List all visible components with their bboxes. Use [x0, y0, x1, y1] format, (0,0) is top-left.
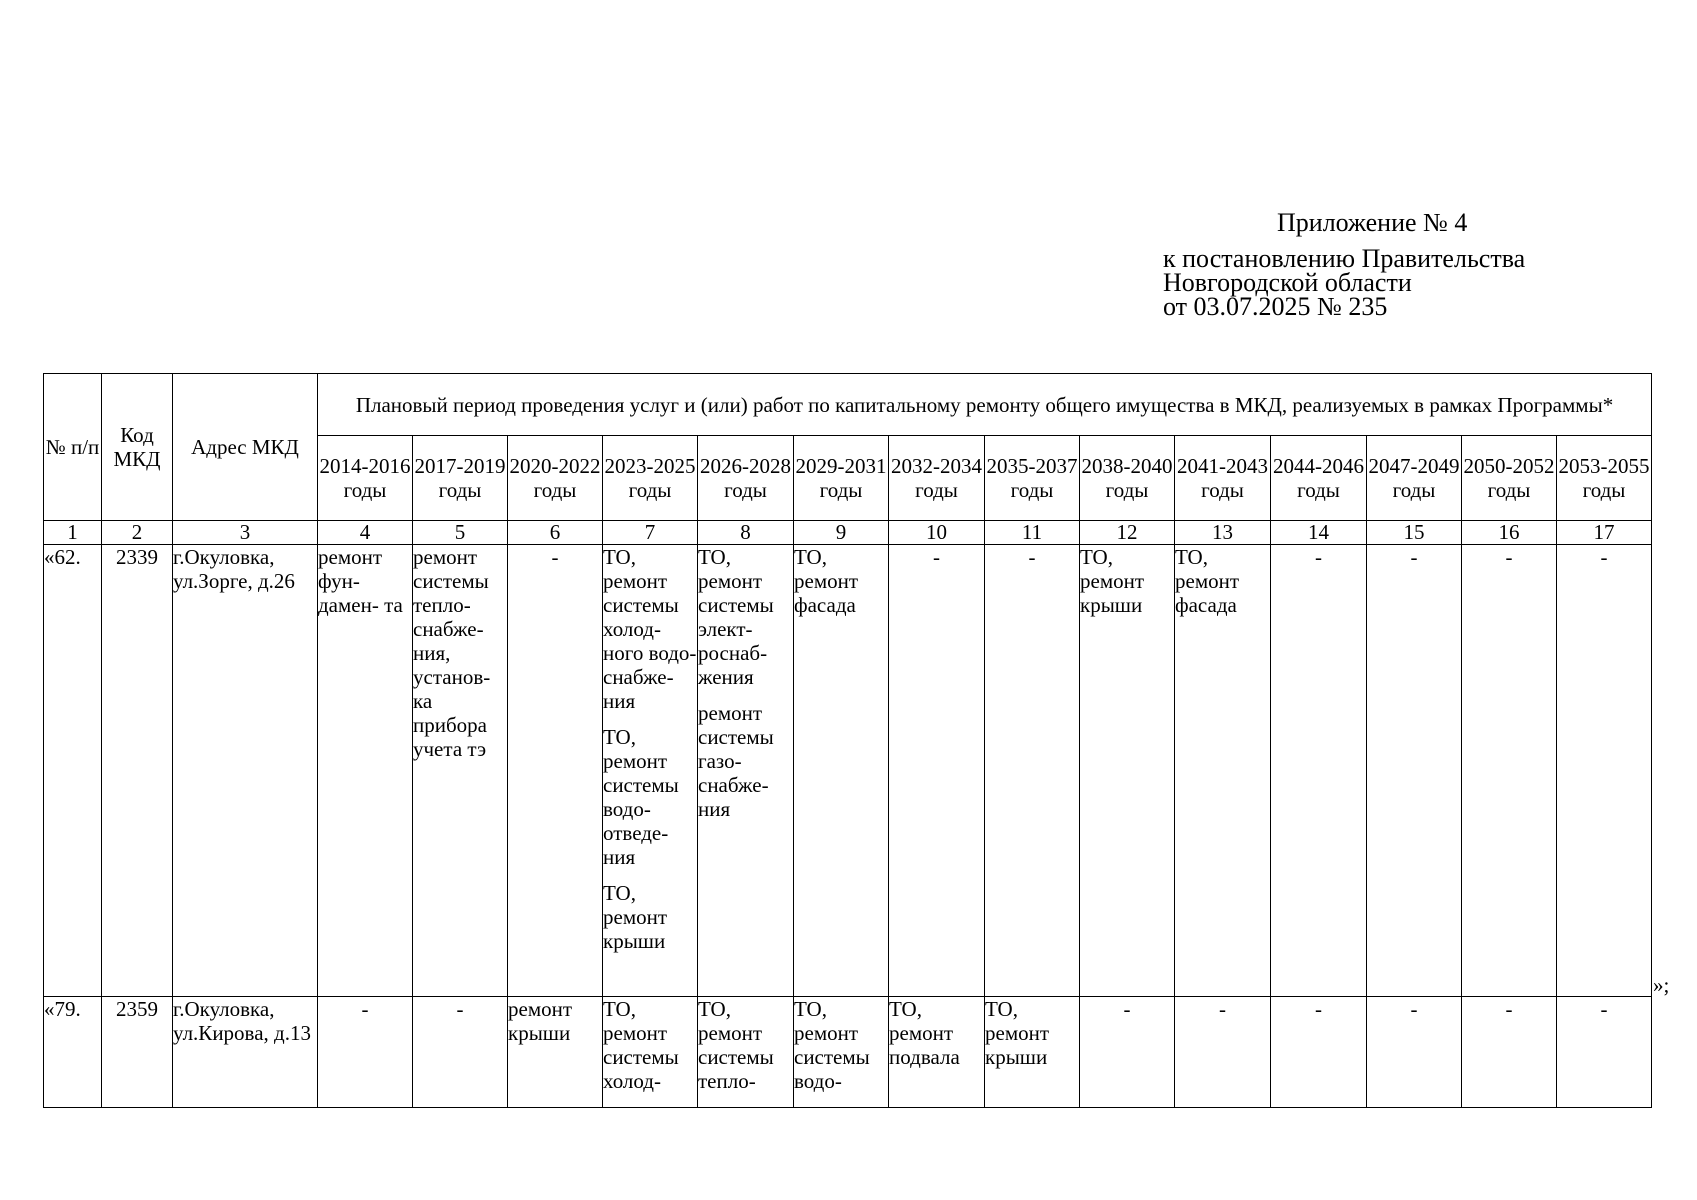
- work-item: ТО, ремонт фасада: [794, 545, 859, 617]
- column-number: 10: [889, 521, 985, 545]
- work-cell: [318, 545, 413, 997]
- header-period: 2035-2037 годы: [985, 436, 1080, 521]
- column-number: 9: [794, 521, 889, 545]
- work-item: -: [1505, 545, 1513, 569]
- resolution-line: к постановлению Правительства: [1163, 244, 1526, 273]
- work-cell: [985, 997, 1080, 1108]
- work-cell: [794, 997, 889, 1108]
- work-item: ТО, ремонт крыши: [985, 997, 1050, 1069]
- column-number: 3: [173, 521, 318, 545]
- work-item: -: [1410, 997, 1418, 1021]
- work-item: ремонт системы газо- снабже- ния: [698, 701, 774, 821]
- work-item: ТО, ремонт системы водо- отведе- ния: [603, 725, 679, 869]
- work-cell: [1462, 545, 1557, 997]
- work-cell: [1271, 545, 1367, 997]
- resolution-line: Новгородской области: [1163, 268, 1412, 297]
- closing-quote: »;: [1653, 973, 1670, 997]
- column-number: 6: [508, 521, 603, 545]
- work-item: ТО, ремонт системы тепло-: [698, 997, 774, 1093]
- work-item: ремонт системы тепло- снабже- ния, установ- ка прибора учета тэ: [413, 545, 491, 761]
- work-item: -: [933, 545, 940, 569]
- work-item: ремонт крыши: [508, 997, 573, 1045]
- column-number: 13: [1175, 521, 1271, 545]
- column-number: 8: [698, 521, 794, 545]
- work-cell: [794, 545, 889, 997]
- work-item: ТО, ремонт фасада: [1175, 545, 1240, 617]
- column-number: 17: [1557, 521, 1652, 545]
- work-cell: [508, 997, 603, 1108]
- column-number: 11: [985, 521, 1080, 545]
- work-cell: [318, 997, 413, 1108]
- header-period: 2020-2022 годы: [508, 436, 603, 521]
- work-cell: [889, 997, 985, 1108]
- header-num: № п/п: [44, 374, 102, 521]
- work-cell: [1080, 545, 1175, 997]
- header-period: 2044-2046 годы: [1271, 436, 1367, 521]
- work-cell: [603, 545, 698, 997]
- work-cell: [508, 545, 603, 997]
- work-item: -: [551, 545, 559, 569]
- work-cell: [413, 997, 508, 1108]
- work-item: -: [1123, 997, 1131, 1021]
- column-number: 12: [1080, 521, 1175, 545]
- work-item: ТО, ремонт подвала: [889, 997, 960, 1069]
- column-number: 14: [1271, 521, 1367, 545]
- work-item: ТО, ремонт крыши: [1080, 545, 1145, 617]
- header-address: Адрес МКД: [173, 374, 318, 521]
- work-cell: [698, 997, 794, 1108]
- work-cell: [1367, 997, 1462, 1108]
- work-cell: [1557, 997, 1652, 1108]
- repair-schedule-table: [43, 373, 1652, 1108]
- header-code: Код МКД: [102, 374, 173, 521]
- header-planned-period: Плановый период проведения услуг и (или) работ по капитальному ремонту общего имущества в МКД, реализуемых в рамках Программы*: [318, 374, 1652, 436]
- work-item: -: [456, 997, 464, 1021]
- work-cell: [1367, 545, 1462, 997]
- work-item: ТО, ремонт системы холод-: [603, 997, 679, 1093]
- work-item: -: [1028, 545, 1036, 569]
- header-period: 2032-2034 годы: [889, 436, 985, 521]
- table-row: [44, 545, 1652, 997]
- row-address: г.Окуловка, ул.Кирова, д.13: [173, 997, 318, 1108]
- header-period: 2047-2049 годы: [1367, 436, 1462, 521]
- work-item: -: [1219, 997, 1226, 1021]
- work-item: -: [1505, 997, 1513, 1021]
- header-period: 2053-2055 годы: [1557, 436, 1652, 521]
- column-number: 7: [603, 521, 698, 545]
- row-num: «79.: [44, 997, 102, 1108]
- work-item: -: [1410, 545, 1418, 569]
- header-period: 2026-2028 годы: [698, 436, 794, 521]
- column-number: 5: [413, 521, 508, 545]
- work-cell: [1462, 997, 1557, 1108]
- resolution-reference: [1163, 244, 1526, 321]
- header-period: 2017-2019 годы: [413, 436, 508, 521]
- column-number: 1: [44, 521, 102, 545]
- work-item: ТО, ремонт системы водо-: [794, 997, 870, 1093]
- header-period: 2038-2040 годы: [1080, 436, 1175, 521]
- work-cell: [1557, 545, 1652, 997]
- row-code: 2339: [102, 545, 173, 997]
- work-item: ТО, ремонт крыши: [603, 881, 668, 953]
- work-cell: [1175, 997, 1271, 1108]
- work-item: ремонт фун- дамен- та: [318, 545, 403, 617]
- work-cell: [413, 545, 508, 997]
- column-number: 2: [102, 521, 173, 545]
- work-item: -: [1315, 545, 1322, 569]
- work-item: ТО, ремонт системы элект- роснаб- жения: [698, 545, 774, 689]
- header-period: 2050-2052 годы: [1462, 436, 1557, 521]
- row-address: г.Окуловка, ул.Зорге, д.26: [173, 545, 318, 997]
- work-item: ТО, ремонт системы холод- ного водо- снабже- ния: [603, 545, 697, 713]
- resolution-line: от 03.07.2025 № 235: [1163, 292, 1388, 321]
- work-cell: [1271, 997, 1367, 1108]
- work-cell: [698, 545, 794, 997]
- work-item: -: [1600, 545, 1608, 569]
- row-num: «62.: [44, 545, 102, 997]
- appendix-title: Приложение № 4: [1277, 208, 1468, 237]
- work-item: -: [1600, 997, 1608, 1021]
- work-item: -: [1315, 997, 1322, 1021]
- work-item: -: [361, 997, 369, 1021]
- work-cell: [1080, 997, 1175, 1108]
- work-cell: [1175, 545, 1271, 997]
- work-cell: [889, 545, 985, 997]
- column-number: 4: [318, 521, 413, 545]
- header-period: 2029-2031 годы: [794, 436, 889, 521]
- column-number: 15: [1367, 521, 1462, 545]
- header-period: 2041-2043 годы: [1175, 436, 1271, 521]
- header-period: 2014-2016 годы: [318, 436, 413, 521]
- row-code: 2359: [102, 997, 173, 1108]
- header-period: 2023-2025 годы: [603, 436, 698, 521]
- column-number: 16: [1462, 521, 1557, 545]
- work-cell: [985, 545, 1080, 997]
- work-cell: [603, 997, 698, 1108]
- table-row: [44, 997, 1652, 1108]
